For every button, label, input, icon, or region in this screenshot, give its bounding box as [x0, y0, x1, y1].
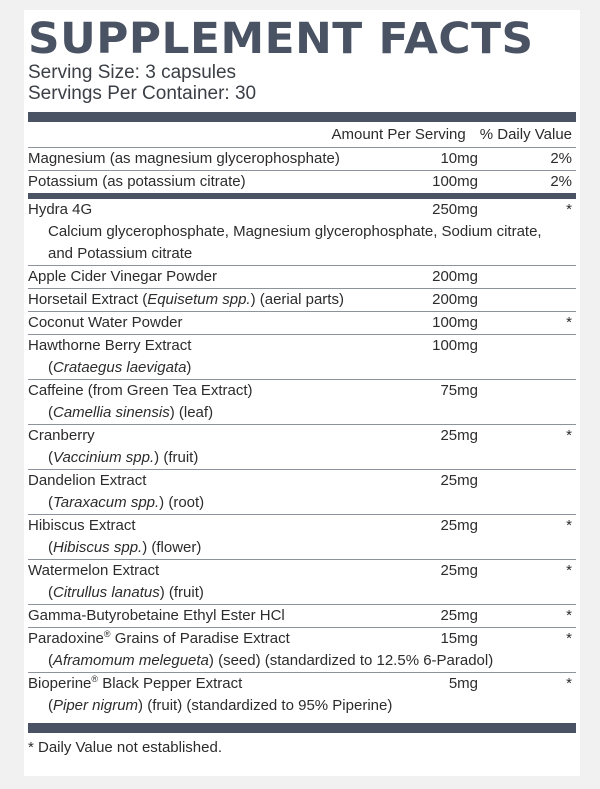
- ingredient-name: Dandelion Extract: [28, 472, 147, 489]
- ingredient-latin-line: (Citrullus lanatus) (fruit): [48, 584, 204, 601]
- ingredient-amount: 75mg: [440, 382, 478, 399]
- dv-header: % Daily Value: [479, 126, 572, 143]
- latin-name: Taraxacum spp.: [53, 494, 160, 511]
- registered-mark: ®: [103, 629, 111, 639]
- ingredient-amount: 25mg: [440, 472, 478, 489]
- nutrient-amount: 10mg: [440, 150, 478, 167]
- nutrient-row: [28, 147, 576, 170]
- ingredient-latin-line: (Piper nigrum) (fruit) (standardized to 95% Piperine): [48, 697, 393, 714]
- ingredient-amount: 100mg: [432, 314, 478, 331]
- supplement-facts-panel: [24, 10, 580, 776]
- latin-name: Hibiscus spp.: [53, 539, 143, 556]
- nutrient-dv: 2%: [550, 173, 572, 190]
- nutrient-amount: 100mg: [432, 173, 478, 190]
- ingredient-row-bioperine: [28, 672, 576, 717]
- servings-per-container: Servings Per Container: 30: [28, 83, 257, 104]
- column-header: [28, 122, 576, 147]
- ingredient-amount: 25mg: [440, 517, 478, 534]
- ingredient-latin-line: (Aframomum melegueta) (seed) (standardized to 12.5% 6-Paradol): [48, 652, 494, 669]
- divider-thick: [28, 112, 576, 122]
- ingredient-name: Coconut Water Powder: [28, 314, 183, 331]
- nutrient-dv: 2%: [550, 150, 572, 167]
- ingredient-row-watermelon: [28, 559, 576, 604]
- ingredient-name: Hydra 4G: [28, 201, 93, 218]
- divider-thick-bottom: [28, 723, 576, 733]
- latin-name: Equisetum spp.: [147, 291, 251, 308]
- ingredient-latin-line: (Taraxacum spp.) (root): [48, 494, 205, 511]
- nutrient-row: [28, 170, 576, 193]
- ingredient-latin-line: (Vaccinium spp.) (fruit): [48, 449, 199, 466]
- latin-name: Vaccinium spp.: [53, 449, 155, 466]
- ingredient-name: Paradoxine® Grains of Paradise Extract: [28, 629, 290, 647]
- ingredient-name: Hibiscus Extract: [28, 517, 136, 534]
- ingredient-name: Cranberry: [28, 427, 95, 444]
- nutrient-name: Magnesium (as magnesium glycerophosphate): [28, 150, 340, 167]
- ingredient-amount: 25mg: [440, 607, 478, 624]
- ingredient-dv: *: [566, 517, 572, 534]
- ingredient-name: Horsetail Extract (Equisetum spp.) (aerial parts): [28, 291, 344, 308]
- footnote: * Daily Value not established.: [28, 739, 223, 756]
- ingredient-row-apple: [28, 265, 576, 288]
- ingredient-name: Bioperine® Black Pepper Extract: [28, 674, 243, 692]
- ingredient-name: Caffeine (from Green Tea Extract): [28, 382, 253, 399]
- latin-name: Citrullus lanatus: [53, 584, 160, 601]
- ingredient-amount: 25mg: [440, 427, 478, 444]
- latin-name: Piper nigrum: [53, 697, 139, 714]
- ingredient-amount: 25mg: [440, 562, 478, 579]
- ingredient-amount: 200mg: [432, 268, 478, 285]
- ingredient-dv: *: [566, 427, 572, 444]
- ingredient-row-cranberry: [28, 424, 576, 469]
- ingredient-amount: 15mg: [440, 630, 478, 647]
- ingredient-name: Hawthorne Berry Extract: [28, 337, 192, 354]
- ingredient-dv: *: [566, 201, 572, 218]
- ingredient-amount: 5mg: [448, 675, 478, 692]
- ingredient-dv: *: [566, 314, 572, 331]
- ingredient-row-gbb: [28, 604, 576, 627]
- nutrient-name: Potassium (as potassium citrate): [28, 173, 246, 190]
- ingredient-dv: *: [566, 562, 572, 579]
- ingredient-latin-line: (Hibiscus spp.) (flower): [48, 539, 202, 556]
- ingredient-amount: 200mg: [432, 291, 478, 308]
- latin-name: Crataegus laevigata: [53, 359, 187, 376]
- ingredient-dv: *: [566, 630, 572, 647]
- registered-mark: ®: [91, 674, 99, 684]
- ingredient-name: Gamma-Butyrobetaine Ethyl Ester HCl: [28, 607, 285, 624]
- ingredient-row-hydra: [28, 199, 576, 265]
- ingredient-latin-line: (Crataegus laevigata): [48, 359, 192, 376]
- ingredient-name: Watermelon Extract: [28, 562, 160, 579]
- ingredient-row-caffeine: [28, 379, 576, 424]
- ingredient-row-horsetail: [28, 288, 576, 311]
- ingredient-row-hawthorne: [28, 334, 576, 379]
- ingredient-row-coconut: [28, 311, 576, 334]
- panel-title: SUPPLEMENT FACTS: [28, 14, 534, 64]
- ingredient-description: Calcium glycerophosphate, Magnesium glycerophosphate, Sodium citrate, and Potassium citrate: [48, 223, 542, 262]
- amount-header: Amount Per Serving: [331, 126, 466, 143]
- ingredient-row-paradoxine: [28, 627, 576, 672]
- latin-name: Aframomum melegueta: [53, 652, 209, 669]
- ingredient-amount: 250mg: [432, 201, 478, 218]
- ingredient-dv: *: [566, 607, 572, 624]
- ingredient-latin-line: (Camellia sinensis) (leaf): [48, 404, 214, 421]
- ingredient-name: Apple Cider Vinegar Powder: [28, 268, 218, 285]
- serving-size: Serving Size: 3 capsules: [28, 62, 237, 83]
- ingredient-row-dandelion: [28, 469, 576, 514]
- latin-name: Camellia sinensis: [53, 404, 170, 421]
- ingredient-row-hibiscus: [28, 514, 576, 559]
- ingredient-dv: *: [566, 675, 572, 692]
- ingredient-amount: 100mg: [432, 337, 478, 354]
